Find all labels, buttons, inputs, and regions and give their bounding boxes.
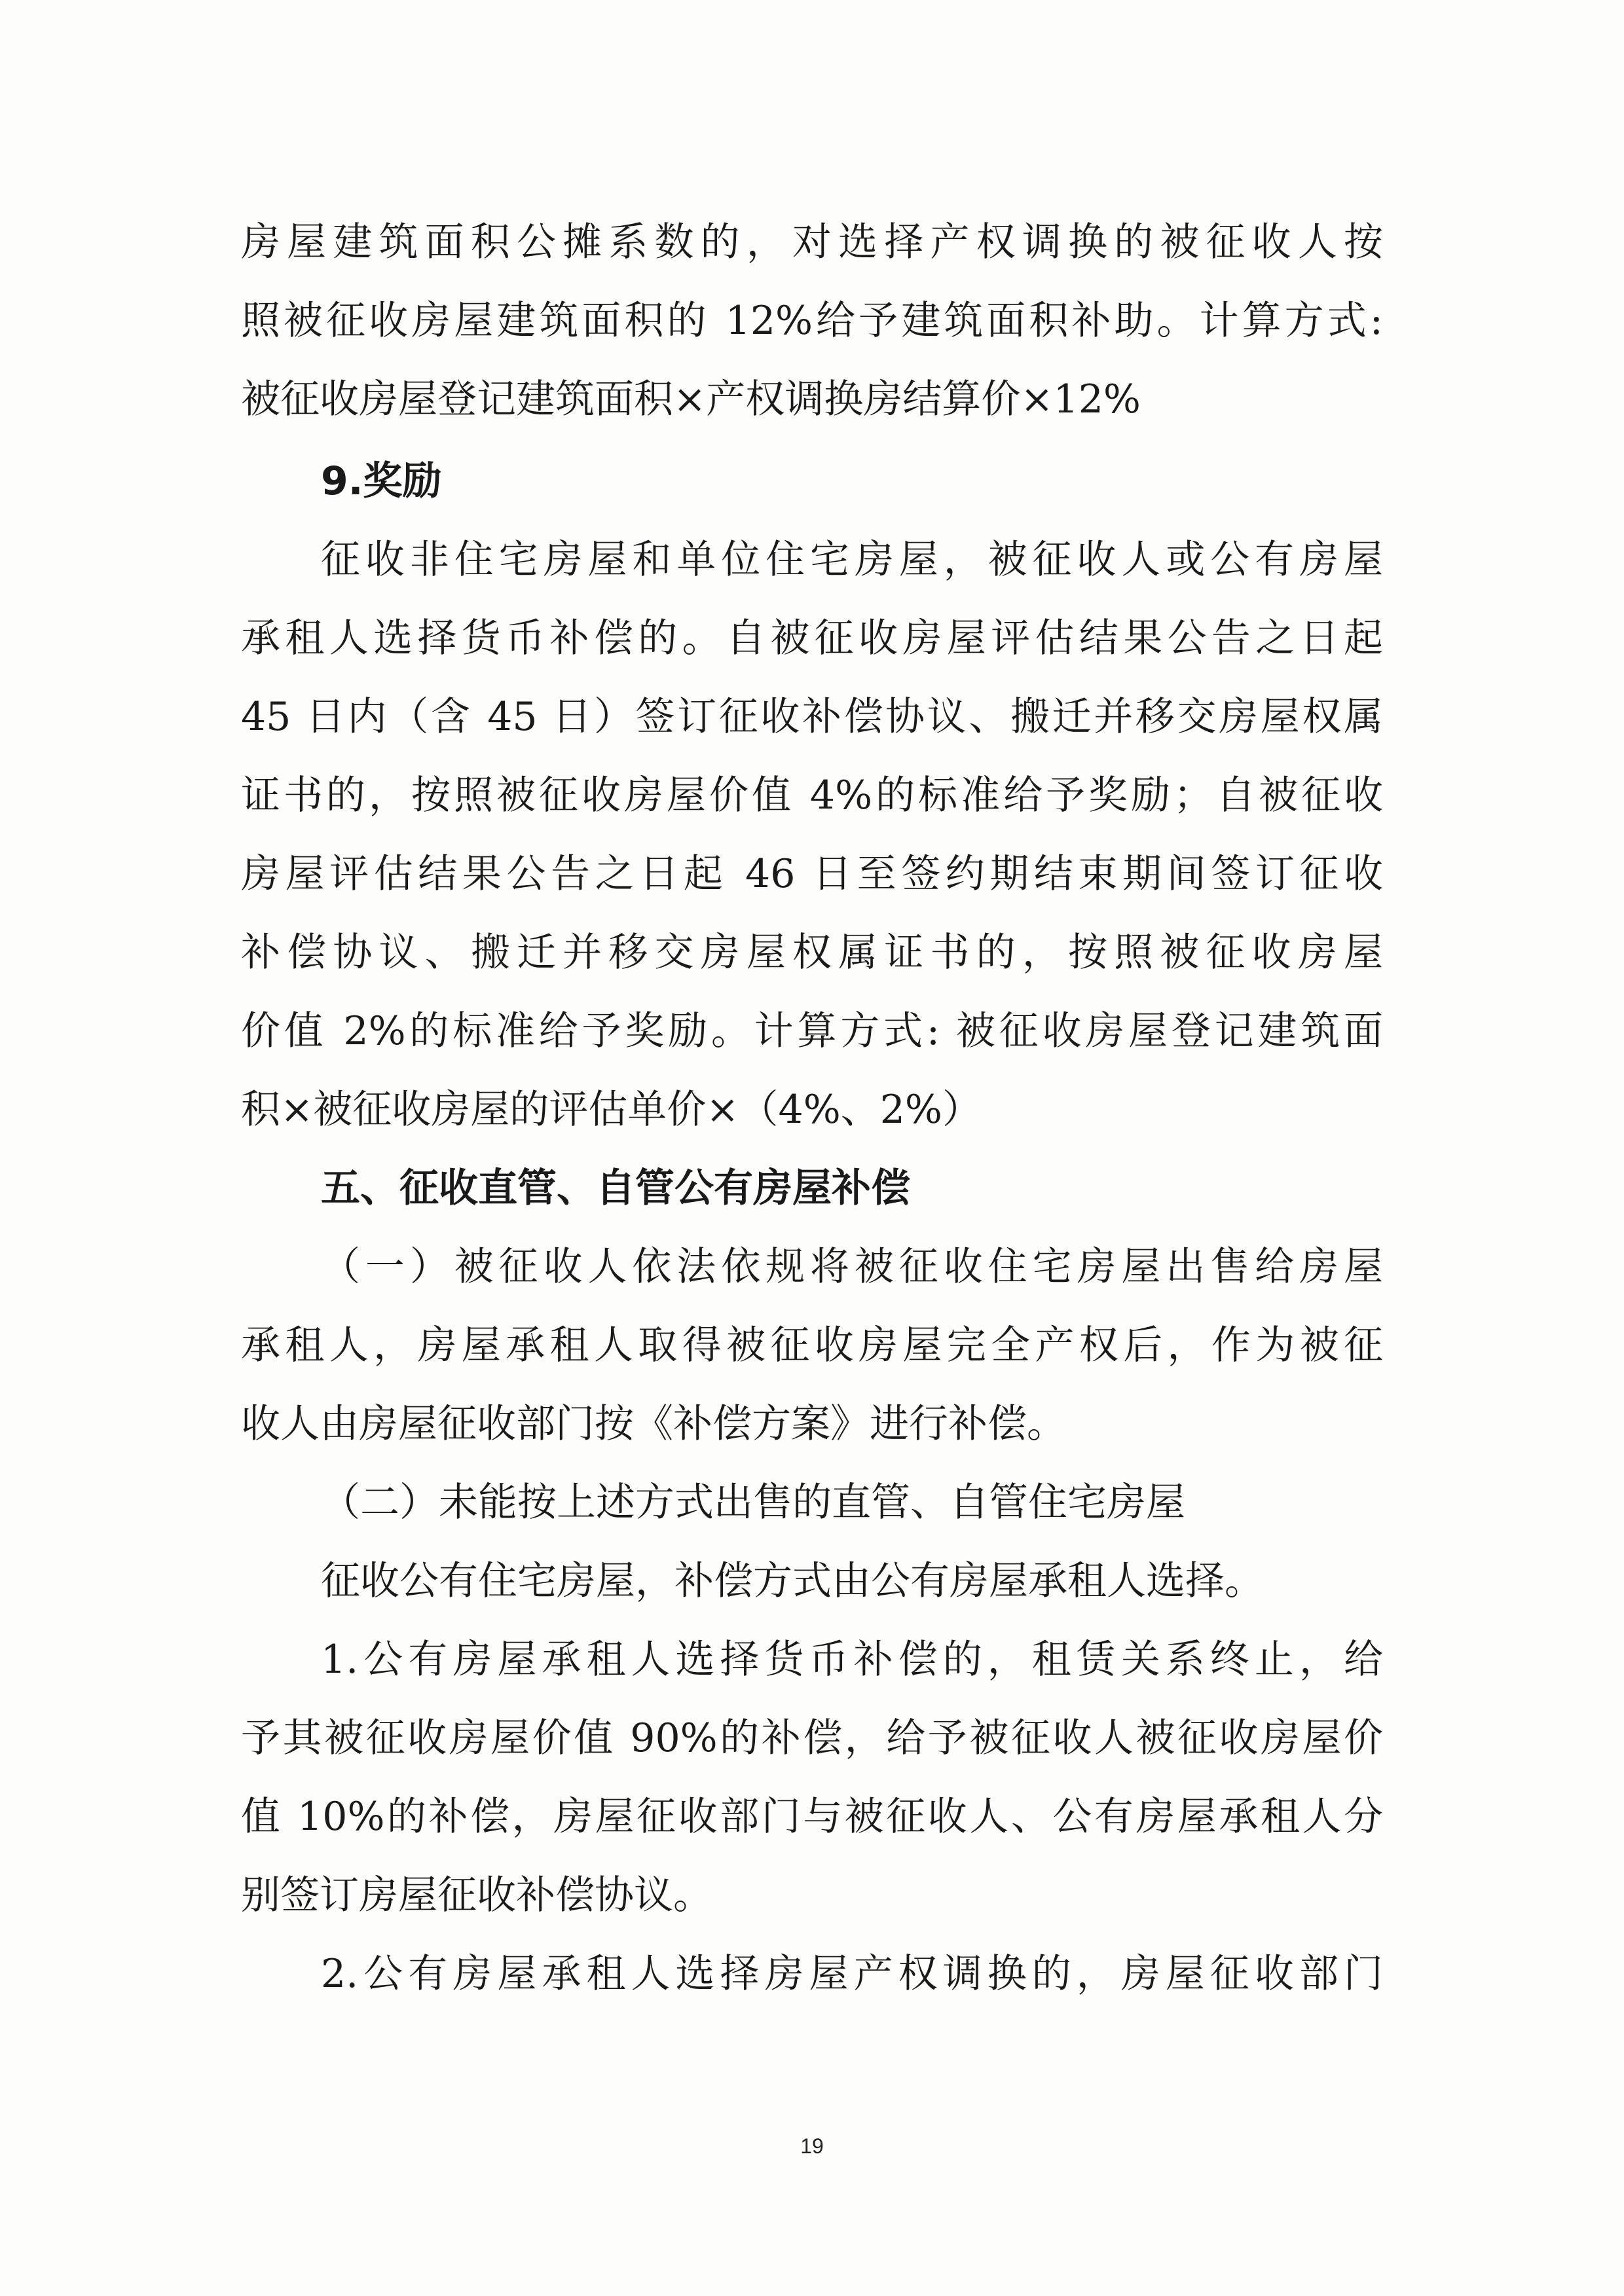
body-text-line: 征收公有住宅房屋，补偿方式由公有房屋承租人选择。 <box>321 1558 1264 1604</box>
body-text-line: 房屋建筑面积公摊系数的，对选择产权调换的被征收人按 <box>241 219 1383 265</box>
body-text-line: 房屋评估结果公告之日起 46 日至签约期结束期间签订征收 <box>241 851 1383 897</box>
body-text-line: 征收非住宅房屋和单位住宅房屋，被征收人或公有房屋 <box>321 537 1383 583</box>
page-number: 19 <box>800 2134 824 2158</box>
body-text-line: 2.公有房屋承租人选择房屋产权调换的，房屋征收部门 <box>321 1951 1383 1997</box>
body-text-line: 予其被征收房屋价值 90%的补偿，给予被征收人被征收房屋价 <box>241 1715 1383 1761</box>
body-text-line: 45 日内（含 45 日）签订征收补偿协议、搬迁并移交房屋权属 <box>241 694 1383 740</box>
body-text-line: 承租人，房屋承租人取得被征收房屋完全产权后，作为被征 <box>241 1322 1383 1368</box>
subsection-heading: （二）未能按上述方式出售的直管、自管住宅房屋 <box>321 1480 1185 1525</box>
body-text-line: 承租人选择货币补偿的。自被征收房屋评估结果公告之日起 <box>241 615 1383 661</box>
body-text-line: 补偿协议、搬迁并移交房屋权属证书的，按照被征收房屋 <box>241 930 1383 975</box>
body-text-line: 照被征收房屋建筑面积的 12%给予建筑面积补助。计算方式: <box>241 298 1383 344</box>
body-text-line: （一）被征收人依法依规将被征收住宅房屋出售给房屋 <box>321 1244 1383 1290</box>
section-heading-reward: 9.奖励 <box>321 458 442 504</box>
section-heading-public-housing: 五、征收直管、自管公有房屋补偿 <box>321 1165 910 1211</box>
body-text-line: 收人由房屋征收部门按《补偿方案》进行补偿。 <box>241 1401 1066 1447</box>
body-text-line: 价值 2%的标准给予奖励。计算方式: 被征收房屋登记建筑面 <box>241 1008 1383 1054</box>
body-text-line: 值 10%的补偿，房屋征收部门与被征收人、公有房屋承租人分 <box>241 1794 1383 1840</box>
body-text-line: 证书的，按照被征收房屋价值 4%的标准给予奖励；自被征收 <box>241 773 1383 818</box>
body-text-line: 别签订房屋征收补偿协议。 <box>241 1872 712 1918</box>
body-text-line: 1.公有房屋承租人选择货币补偿的，租赁关系终止，给 <box>321 1637 1383 1683</box>
body-text-line: 被征收房屋登记建筑面积×产权调换房结算价×12% <box>241 376 1141 422</box>
body-text-line: 积×被征收房屋的评估单价×（4%、2%） <box>241 1087 982 1133</box>
